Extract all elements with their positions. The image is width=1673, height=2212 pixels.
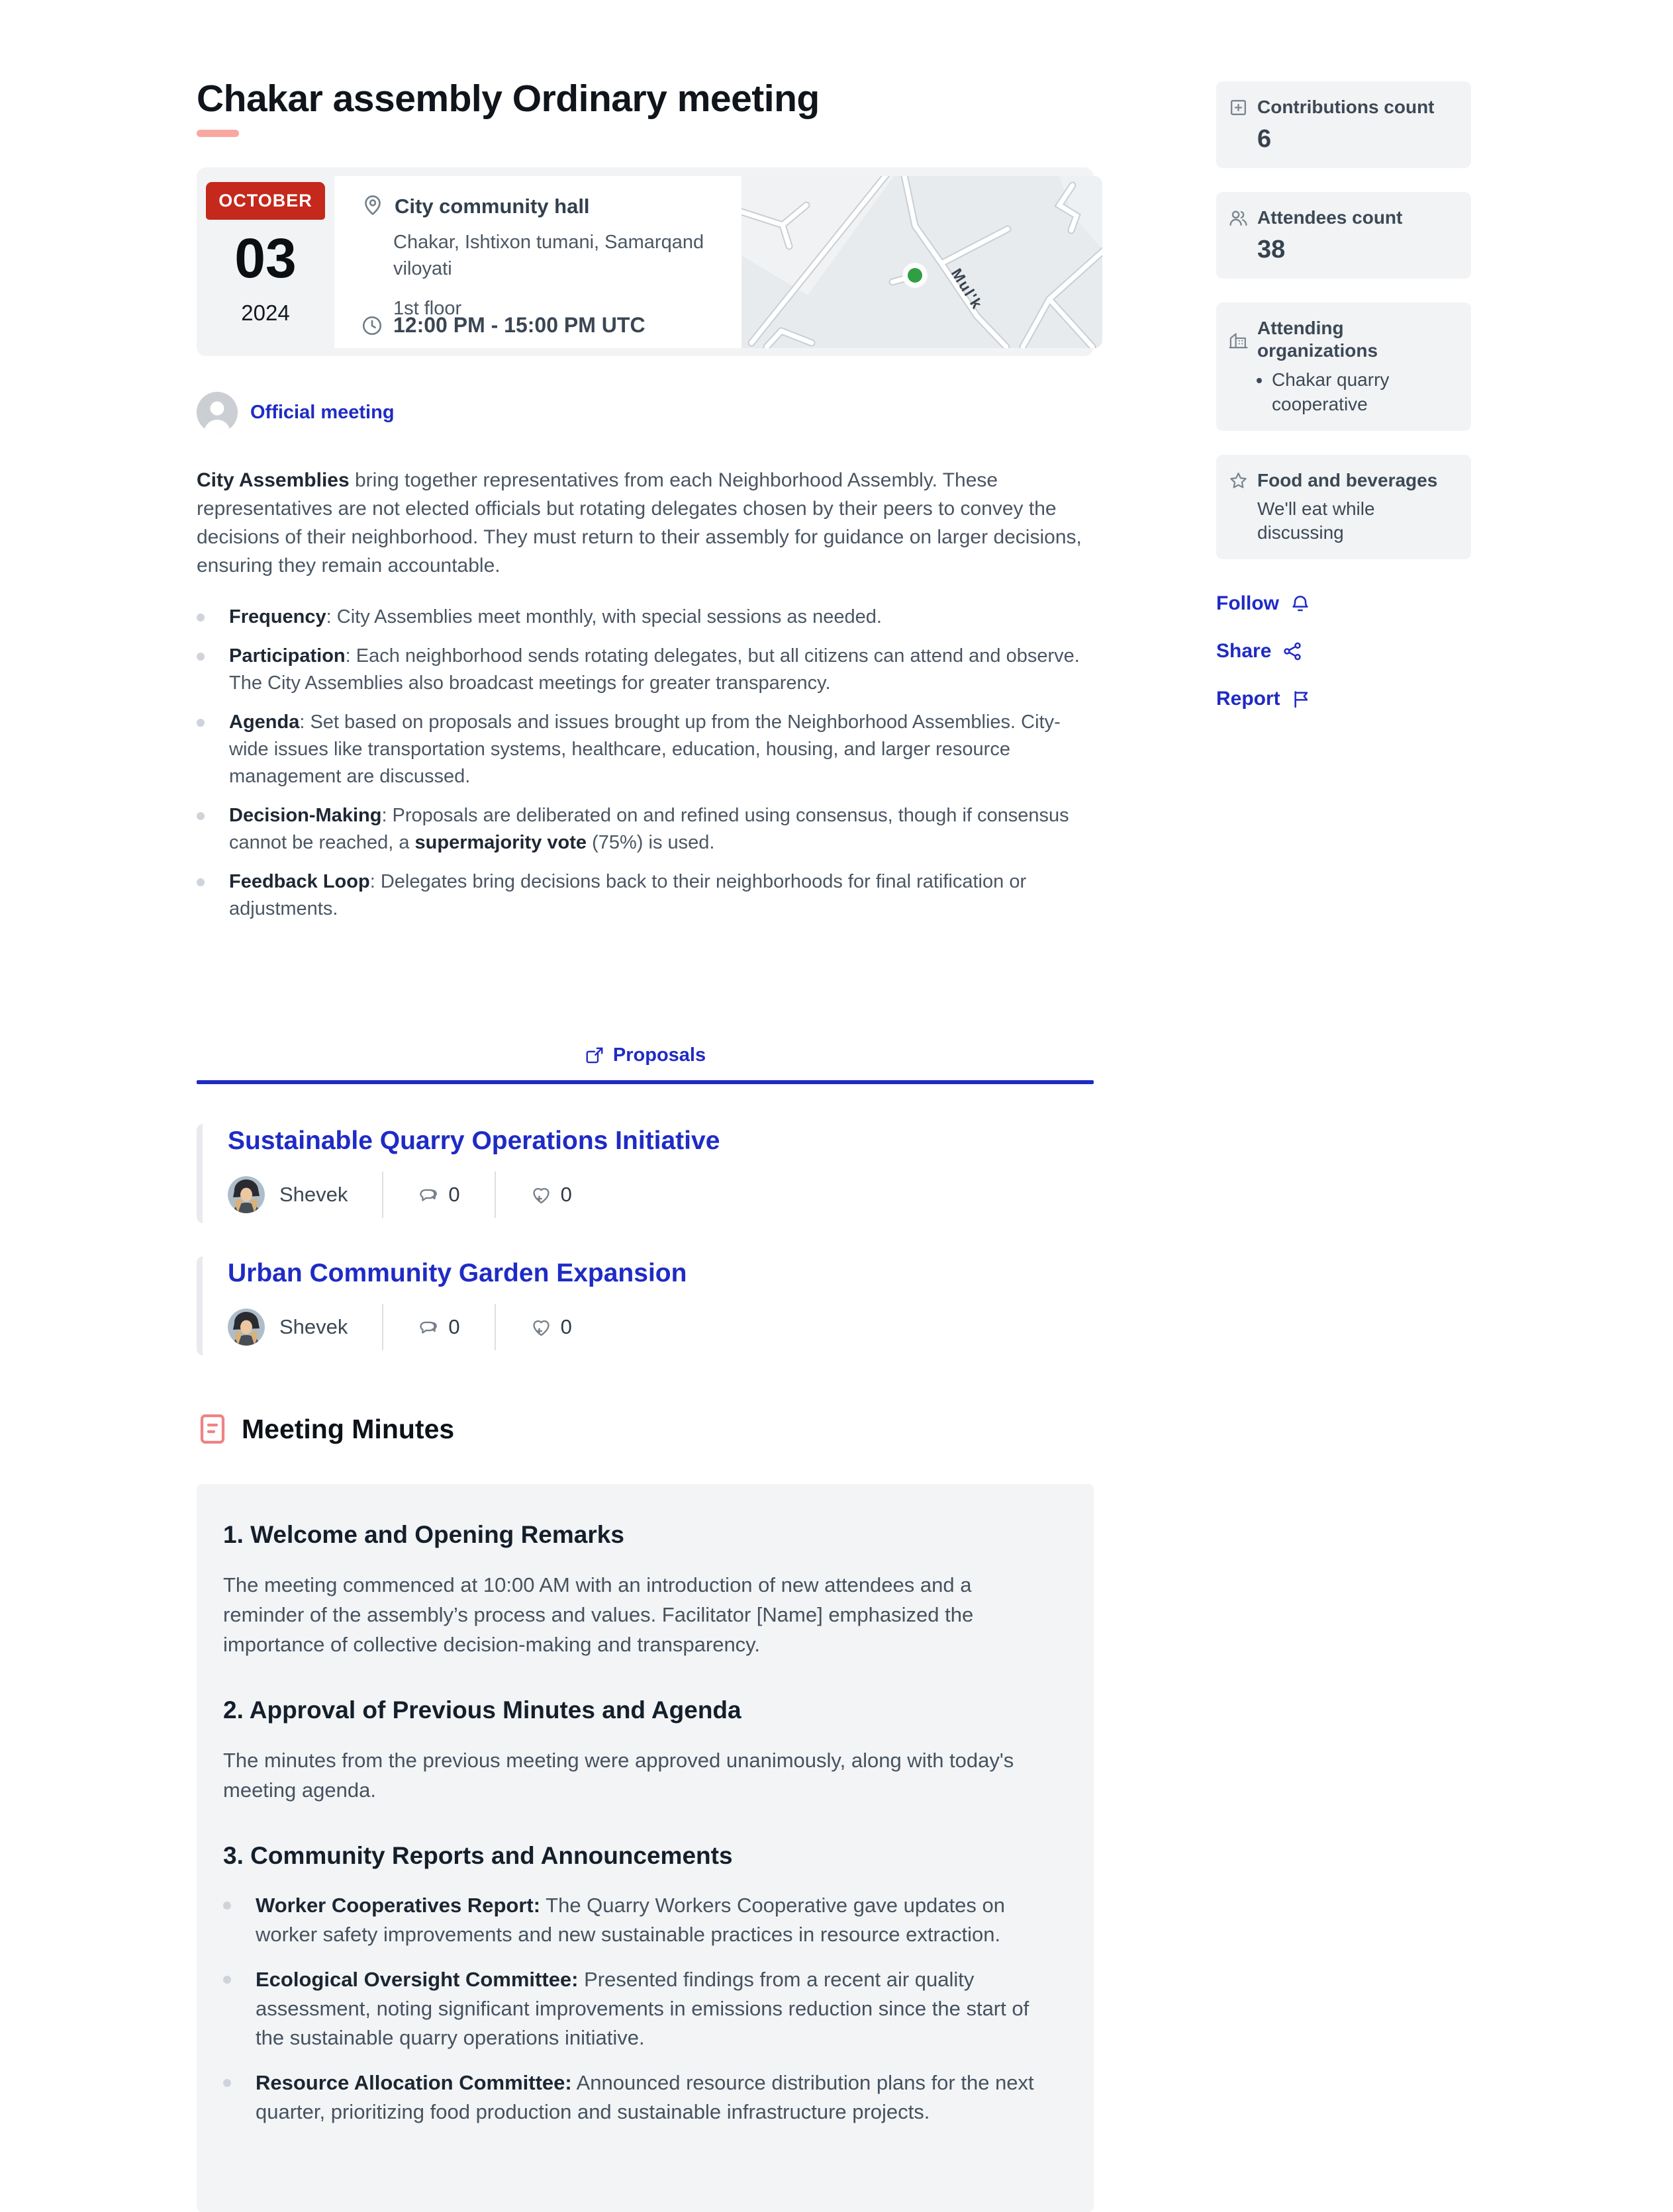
card-label: Contributions count bbox=[1257, 97, 1435, 117]
author-avatar bbox=[228, 1309, 265, 1346]
comments-count: 0 bbox=[418, 1315, 459, 1339]
endorsements-count: 0 bbox=[530, 1183, 572, 1207]
minutes-heading: Meeting Minutes bbox=[197, 1412, 454, 1446]
meeting-date-location-card bbox=[197, 167, 1094, 356]
endorsements-count: 0 bbox=[530, 1315, 572, 1339]
location-address-detail: 1st floor bbox=[393, 298, 462, 319]
official-meeting-badge bbox=[197, 392, 1094, 433]
divider bbox=[382, 1304, 383, 1350]
list-item: Frequency: City Assemblies meet monthly, with special sessions as needed. bbox=[197, 604, 1094, 631]
follow-button[interactable]: Follow bbox=[1216, 592, 1471, 615]
flag-icon bbox=[1291, 688, 1312, 710]
map-thumbnail[interactable] bbox=[741, 176, 1102, 348]
building-icon bbox=[1228, 330, 1249, 350]
title-accent-bar bbox=[197, 130, 239, 137]
event-month: OCTOBER bbox=[206, 182, 325, 220]
proposals-icon bbox=[585, 1046, 604, 1066]
event-time: 12:00 PM - 15:00 PM UTC bbox=[393, 313, 645, 337]
minutes-bullet-list bbox=[223, 1891, 1053, 2127]
tab-proposals[interactable]: Proposals bbox=[585, 1044, 706, 1066]
attending-organizations-card bbox=[1216, 302, 1471, 431]
endorse-heart-icon bbox=[530, 1316, 552, 1338]
page-title: Chakar assembly Ordinary meeting bbox=[197, 77, 820, 120]
food-note: We'll eat while discussing bbox=[1257, 498, 1375, 543]
organization-item: • Chakar quarry cooperative bbox=[1272, 367, 1458, 416]
minutes-document-icon bbox=[197, 1412, 228, 1446]
proposals-list bbox=[197, 1124, 1094, 1356]
location-name: City community hall bbox=[395, 195, 590, 218]
plus-square-icon bbox=[1228, 97, 1249, 118]
card-label: Attendees count bbox=[1257, 207, 1403, 228]
author-avatar bbox=[228, 1176, 265, 1213]
comments-count: 0 bbox=[418, 1183, 459, 1207]
proposal-meta bbox=[228, 1172, 1094, 1218]
list-item: Feedback Loop: Delegates bring decisions back to their neighborhoods for final ratification or adjustments. bbox=[197, 868, 1094, 923]
minutes-section-title: 1. Welcome and Opening Remarks bbox=[223, 1521, 624, 1548]
attendees-count-value: 38 bbox=[1257, 236, 1286, 263]
map-pin-icon bbox=[361, 193, 385, 217]
list-item: Decision-Making: Proposals are deliberated on and refined using consensus, though if consensus cannot be reached, a supermajority vote (75%) is used. bbox=[197, 802, 1094, 856]
sidebar bbox=[1216, 81, 1471, 735]
list-item: Worker Cooperatives Report: The Quarry Workers Cooperative gave updates on worker safety improvements and new sustainable practices in resource extraction. bbox=[223, 1891, 1053, 1949]
card-label: Attending organizations bbox=[1257, 318, 1378, 361]
share-icon bbox=[1282, 641, 1303, 662]
card-label: Food and beverages bbox=[1257, 470, 1438, 490]
minutes-paragraph: The minutes from the previous meeting were approved unanimously, along with today's meeting agenda. bbox=[223, 1749, 1014, 1802]
list-item: Agenda: Set based on proposals and issues brought up from the Neighborhood Assemblies. City-wide issues like transportation systems, healthcare, education, housing, and larger resource management are discussed. bbox=[197, 709, 1094, 790]
comments-icon bbox=[418, 1184, 440, 1206]
divider bbox=[382, 1172, 383, 1218]
date-block bbox=[197, 176, 334, 348]
location-info-panel bbox=[334, 176, 741, 348]
list-item: Ecological Oversight Committee: Presented findings from a recent air quality assessment, noting significant improvements in emissions reduction since the start of the sustainable quarry operations initiative. bbox=[223, 1965, 1053, 2052]
minutes-paragraph: The meeting commenced at 10:00 AM with an introduction of new attendees and a reminder of the assembly’s process and values. Facilitator [Name] emphasized the importance of collective decision-making and transparency. bbox=[223, 1573, 974, 1656]
divider bbox=[495, 1304, 496, 1350]
contributions-count-value: 6 bbox=[1257, 125, 1272, 153]
proposal-card bbox=[197, 1256, 1094, 1356]
organization-avatar bbox=[197, 392, 238, 433]
minutes-section-title: 2. Approval of Previous Minutes and Agenda bbox=[223, 1696, 741, 1724]
event-year: 2024 bbox=[241, 300, 290, 325]
proposal-card bbox=[197, 1124, 1094, 1223]
comments-icon bbox=[418, 1316, 440, 1338]
location-address: Chakar, Ishtixon tumani, Samarqand viloyati bbox=[393, 232, 704, 279]
bell-icon bbox=[1290, 593, 1311, 614]
map-marker bbox=[906, 267, 924, 284]
proposal-title-link[interactable]: Urban Community Garden Expansion bbox=[228, 1259, 687, 1287]
report-button[interactable]: Report bbox=[1216, 688, 1471, 710]
share-button[interactable]: Share bbox=[1216, 640, 1471, 663]
official-meeting-label: Official meeting bbox=[250, 401, 395, 423]
contributions-count-card bbox=[1216, 81, 1471, 168]
proposal-title-link[interactable]: Sustainable Quarry Operations Initiative bbox=[228, 1127, 720, 1155]
minutes-section-title: 3. Community Reports and Announcements bbox=[223, 1842, 733, 1869]
people-icon bbox=[1228, 208, 1249, 228]
meeting-description-intro: City Assemblies bring together representatives from each Neighborhood Assembly. These representatives are not elected officials but rotating delegates chosen by their peers to convey the decisions of their neighborhood. They must return to their assembly for guidance on larger decisions, ensuring they remain accountable. bbox=[197, 469, 1082, 576]
sidebar-actions bbox=[1216, 592, 1471, 710]
proposal-author[interactable]: Shevek bbox=[279, 1183, 348, 1206]
proposals-tab-bar bbox=[197, 1044, 1094, 1084]
proposal-author[interactable]: Shevek bbox=[279, 1315, 348, 1338]
clock-icon bbox=[361, 314, 383, 337]
event-day: 03 bbox=[234, 227, 297, 289]
list-item: Participation: Each neighborhood sends rotating delegates, but all citizens can attend and observe. The City Assemblies also broadcast meetings for greater transparency. bbox=[197, 643, 1094, 697]
meeting-description-list bbox=[197, 604, 1094, 923]
minutes-body bbox=[197, 1484, 1094, 2212]
list-item: Resource Allocation Committee: Announced resource distribution plans for the next quarter, prioritizing food production and sustainable infrastructure projects. bbox=[223, 2068, 1053, 2127]
divider bbox=[495, 1172, 496, 1218]
proposal-meta bbox=[228, 1304, 1094, 1350]
food-and-beverages-card bbox=[1216, 455, 1471, 559]
star-icon bbox=[1228, 471, 1249, 491]
endorse-heart-icon bbox=[530, 1184, 552, 1206]
main-column bbox=[197, 0, 1094, 2123]
proposals-tab-underline bbox=[197, 1080, 1094, 1084]
map-street-label: Mul'k bbox=[947, 265, 986, 313]
organizations-list bbox=[1257, 367, 1458, 416]
attendees-count-card bbox=[1216, 192, 1471, 279]
